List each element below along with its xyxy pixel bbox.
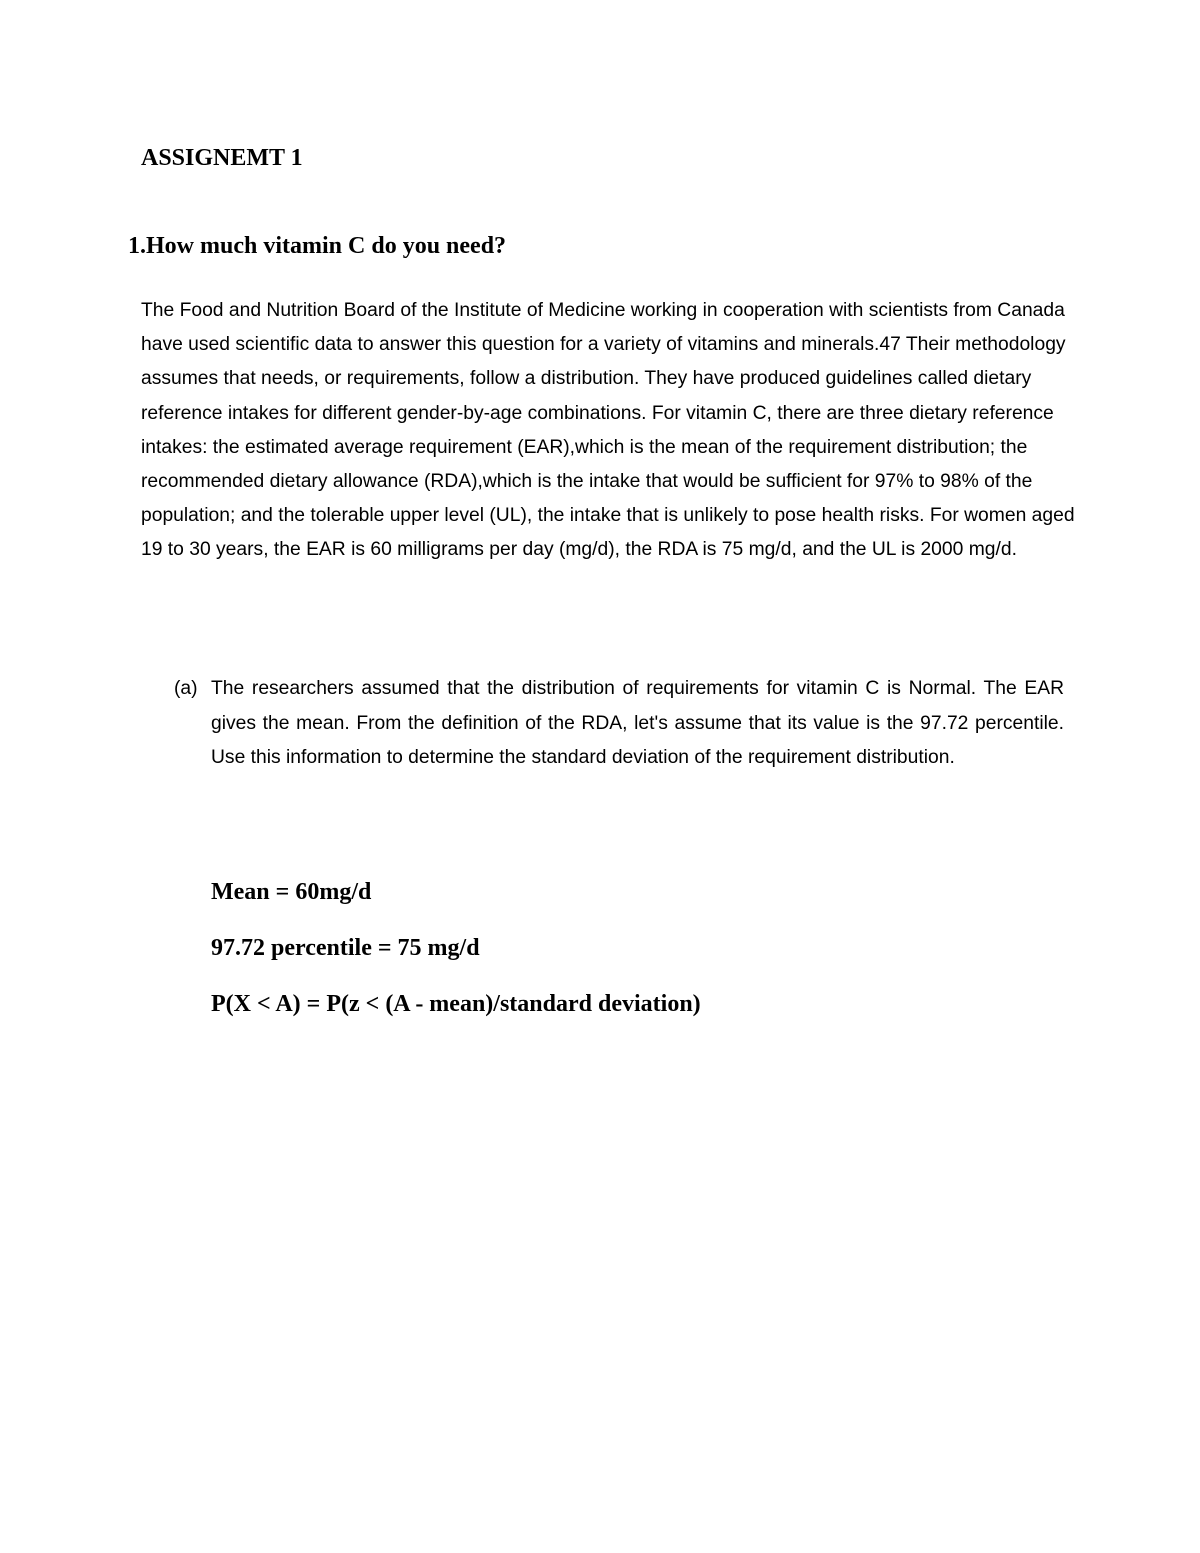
answer-line-mean: Mean = 60mg/d [211, 879, 372, 905]
question-paragraph: The Food and Nutrition Board of the Institute of Medicine working in cooperation with scientists from Canada have used scientific data to answer this question for a variety of vitamins and minerals.47 Their methodology assumes that needs, or requirements, follow a distribution. They have produced guidelines called dietary reference intakes for different gender-by-age combinations. For vitamin C, there are three dietary reference intakes: the estimated average requirement (EAR),which is the mean of the requirement distribution; the recommended dietary allowance (RDA),which is the intake that would be sufficient for 97% to 98% of the population; and the tolerable upper level (UL), the intake that is unlikely to pose health risks. For women aged 19 to 30 years, the EAR is 60 milligrams per day (mg/d), the RDA is 75 mg/d, and the UL is 2000 mg/d. [141, 300, 1075, 561]
question-heading: 1.How much vitamin C do you need? [128, 233, 507, 259]
answer-line-probability: P(X < A) = P(z < (A - mean)/standard deviation) [211, 991, 701, 1017]
assignment-title: ASSIGNEMT 1 [141, 145, 303, 171]
answer-line-percentile: 97.72 percentile = 75 mg/d [211, 935, 480, 961]
subquestion-text: The researchers assumed that the distribution of requirements for vitamin C is Normal. The EAR gives the mean. From the definition of the RDA, let's assume that its value is the 97.72 percentile. Use this information to determine the standard deviation of the requirement distribution. [211, 678, 1064, 769]
subquestion-a [174, 672, 1064, 776]
subquestion-label: (a) [174, 678, 198, 699]
